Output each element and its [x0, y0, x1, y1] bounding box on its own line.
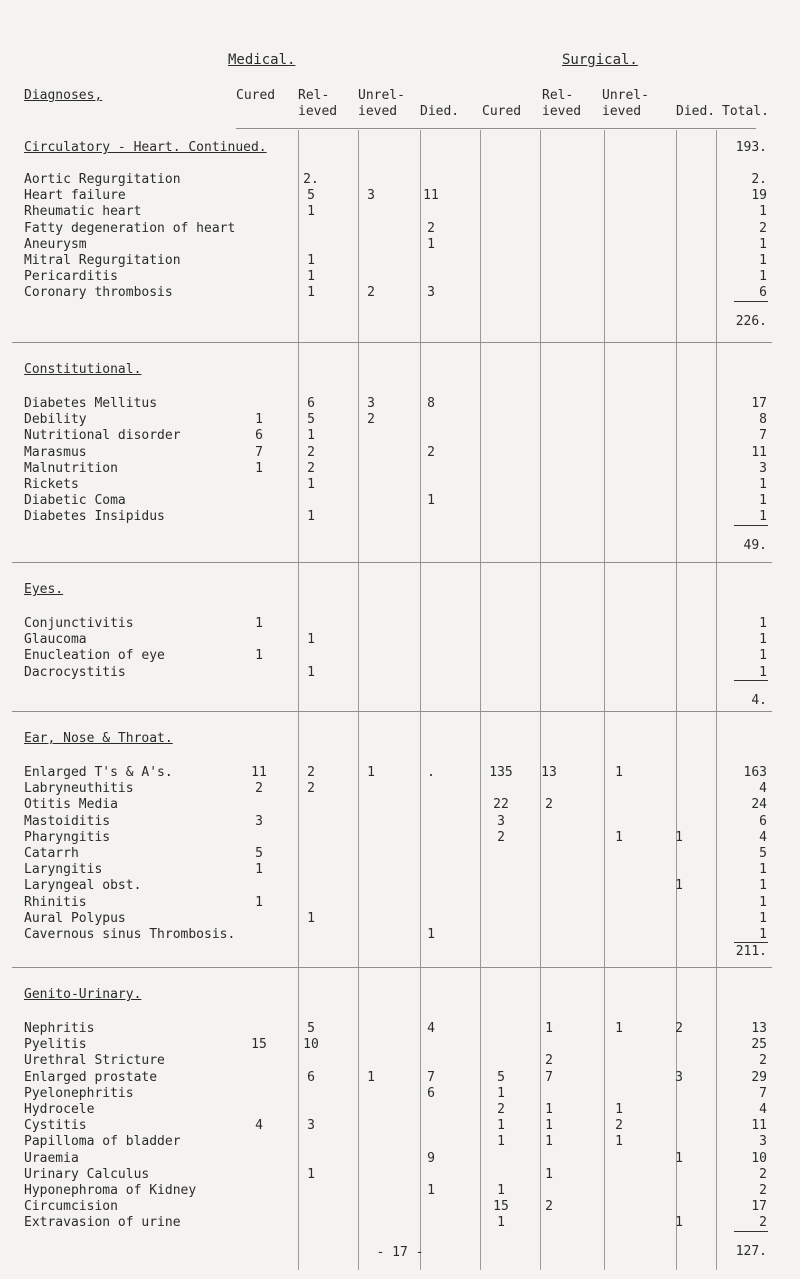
- diagnoses-header: Diagnoses,: [24, 88, 103, 103]
- cell-sr: 1: [545, 1021, 553, 1036]
- diagnosis-label: Urinary Calculus: [24, 1167, 150, 1182]
- cell-sr: 1: [545, 1167, 553, 1182]
- diagnosis-label: Rheumatic heart: [24, 204, 142, 219]
- diagnosis-label: Papilloma of bladder: [24, 1134, 181, 1149]
- cell-md: 9: [427, 1151, 435, 1166]
- cell-sc: 2: [497, 830, 505, 845]
- diagnosis-label: Heart failure: [24, 188, 126, 203]
- medical-died-header: Died.: [420, 104, 460, 119]
- cell-md: 8: [427, 396, 435, 411]
- column-line: [480, 130, 481, 1270]
- row-total: 7: [759, 1086, 767, 1101]
- diagnosis-label: Pharyngitis: [24, 830, 111, 845]
- diagnosis-label: Catarrh: [24, 846, 79, 861]
- cell-mr: 1: [307, 428, 315, 443]
- cell-mr: 2.: [303, 172, 319, 187]
- cell-mu: 2: [367, 285, 375, 300]
- cell-mc: 1: [255, 616, 263, 631]
- row-total: 1: [759, 204, 767, 219]
- row-total: 1: [759, 878, 767, 893]
- row-total: 1: [759, 253, 767, 268]
- cell-mc: 6: [255, 428, 263, 443]
- cell-mc: 1: [255, 862, 263, 877]
- medical-cured-header: Cured: [236, 88, 276, 103]
- diagnosis-label: Labryneuthitis: [24, 781, 134, 796]
- cell-mr: 5: [307, 1021, 315, 1036]
- cell-md: 2: [427, 445, 435, 460]
- row-total: 1: [759, 269, 767, 284]
- row-total: 11: [751, 445, 767, 460]
- cell-mr: 6: [307, 396, 315, 411]
- diagnosis-label: Nephritis: [24, 1021, 95, 1036]
- row-total: 3: [759, 1134, 767, 1149]
- surgical-relieved-header-2: ieved: [542, 104, 582, 119]
- row-total: 7: [759, 428, 767, 443]
- section-title: Constitutional.: [24, 362, 142, 377]
- cell-md: 1: [427, 927, 435, 942]
- surgical-cured-header: Cured: [482, 104, 522, 119]
- column-line: [298, 130, 299, 1270]
- cell-sd: 1: [675, 1151, 683, 1166]
- diagnosis-label: Nutritional disorder: [24, 428, 181, 443]
- row-total: 1: [759, 665, 767, 680]
- cell-md: 3: [427, 285, 435, 300]
- sum-underline: [734, 680, 768, 681]
- cell-sc: 1: [497, 1215, 505, 1230]
- medical-group-heading: Medical.: [228, 52, 296, 68]
- cell-sd: 3: [675, 1070, 683, 1085]
- cell-sr: 2: [545, 797, 553, 812]
- cell-sc: 1: [497, 1183, 505, 1198]
- diagnosis-label: Aural Polypus: [24, 911, 126, 926]
- cell-su: 1: [615, 765, 623, 780]
- cell-mr: 1: [307, 253, 315, 268]
- cell-su: 1: [615, 830, 623, 845]
- row-total: 1: [759, 477, 767, 492]
- row-total: 25: [751, 1037, 767, 1052]
- cell-mc: 1: [255, 412, 263, 427]
- cell-sr: 2: [545, 1199, 553, 1214]
- diagnosis-label: Conjunctivitis: [24, 616, 134, 631]
- cell-mc: 3: [255, 814, 263, 829]
- cell-mu: 1: [367, 765, 375, 780]
- cell-mr: 2: [307, 781, 315, 796]
- row-total: 6: [759, 285, 767, 300]
- surgical-relieved-header-1: Rel-: [542, 88, 574, 103]
- diagnosis-label: Diabetic Coma: [24, 493, 126, 508]
- row-total: 2.: [751, 172, 767, 187]
- cell-sr: 1: [545, 1118, 553, 1133]
- diagnosis-label: Malnutrition: [24, 461, 118, 476]
- cell-mr: 10: [303, 1037, 319, 1052]
- medical-relieved-header-2: ieved: [298, 104, 338, 119]
- cell-sd: 1: [675, 830, 683, 845]
- cell-sr: 13: [541, 765, 557, 780]
- diagnosis-label: Rhinitis: [24, 895, 87, 910]
- cell-sc: 2: [497, 1102, 505, 1117]
- section-subtotal: 127.: [735, 1244, 767, 1259]
- row-total: 17: [751, 1199, 767, 1214]
- diagnosis-label: Debility: [24, 412, 87, 427]
- diagnosis-label: Enlarged T's & A's.: [24, 765, 173, 780]
- column-line: [358, 130, 359, 1270]
- diagnosis-label: Aneurysm: [24, 237, 87, 252]
- surgical-unrelieved-header-2: ieved: [602, 104, 642, 119]
- medical-relieved-header-1: Rel-: [298, 88, 330, 103]
- cell-md: .: [427, 765, 435, 780]
- diagnosis-label: Laryngitis: [24, 862, 103, 877]
- diagnosis-label: Uraemia: [24, 1151, 79, 1166]
- cell-mr: 1: [307, 204, 315, 219]
- cell-md: 4: [427, 1021, 435, 1036]
- cell-su: 1: [615, 1102, 623, 1117]
- medical-unrelieved-header-1: Unrel-: [358, 88, 405, 103]
- cell-mc: 2: [255, 781, 263, 796]
- column-line: [676, 130, 677, 1270]
- section-subtotal: 211.: [735, 944, 767, 959]
- row-total: 1: [759, 616, 767, 631]
- cell-sd: 2: [675, 1021, 683, 1036]
- diagnosis-label: Cystitis: [24, 1118, 87, 1133]
- cell-mr: 1: [307, 911, 315, 926]
- cell-mr: 2: [307, 765, 315, 780]
- cell-sd: 1: [675, 878, 683, 893]
- row-total: 13: [751, 1021, 767, 1036]
- diagnosis-label: Diabetes Mellitus: [24, 396, 158, 411]
- cell-mu: 1: [367, 1070, 375, 1085]
- surgical-unrelieved-header-1: Unrel-: [602, 88, 649, 103]
- row-total: 6: [759, 814, 767, 829]
- cell-mr: 5: [307, 412, 315, 427]
- row-total: 1: [759, 493, 767, 508]
- cell-md: 1: [427, 493, 435, 508]
- row-total: 3: [759, 461, 767, 476]
- diagnosis-label: Enucleation of eye: [24, 648, 165, 663]
- cell-sr: 2: [545, 1053, 553, 1068]
- cell-mr: 1: [307, 509, 315, 524]
- row-total: 2: [759, 1215, 767, 1230]
- row-total: 10: [751, 1151, 767, 1166]
- section-subtotal: 226.: [735, 314, 767, 329]
- row-total: 1: [759, 648, 767, 663]
- cell-md: 1: [427, 237, 435, 252]
- section-title: Circulatory - Heart. Continued.: [24, 140, 267, 155]
- cell-su: 1: [615, 1134, 623, 1149]
- cell-mc: 1: [255, 648, 263, 663]
- cell-mr: 1: [307, 269, 315, 284]
- diagnosis-label: Diabetes Insipidus: [24, 509, 165, 524]
- surgical-died-header: Died.: [676, 104, 716, 119]
- diagnosis-label: Cavernous sinus Thrombosis.: [24, 927, 236, 942]
- cell-md: 7: [427, 1070, 435, 1085]
- cell-mr: 2: [307, 461, 315, 476]
- cell-mc: 7: [255, 445, 263, 460]
- section-title: Ear, Nose & Throat.: [24, 731, 173, 746]
- cell-mr: 1: [307, 285, 315, 300]
- cell-mr: 1: [307, 1167, 315, 1182]
- total-header: Total.: [722, 104, 769, 119]
- cell-sc: 22: [493, 797, 509, 812]
- diagnosis-label: Coronary thrombosis: [24, 285, 173, 300]
- row-total: 1: [759, 632, 767, 647]
- sum-underline: [734, 1231, 768, 1232]
- cell-sr: 1: [545, 1134, 553, 1149]
- page-number: - 17 -: [376, 1245, 424, 1260]
- diagnosis-label: Aortic Regurgitation: [24, 172, 181, 187]
- cell-sc: 15: [493, 1199, 509, 1214]
- cell-su: 2: [615, 1118, 623, 1133]
- row-total: 2: [759, 1053, 767, 1068]
- diagnosis-label: Hydrocele: [24, 1102, 95, 1117]
- cell-mu: 2: [367, 412, 375, 427]
- sum-underline: [734, 525, 768, 526]
- diagnosis-label: Urethral Stricture: [24, 1053, 165, 1068]
- cell-mu: 3: [367, 396, 375, 411]
- cell-sr: 1: [545, 1102, 553, 1117]
- row-total: 1: [759, 911, 767, 926]
- cell-mc: 5: [255, 846, 263, 861]
- cell-mr: 2: [307, 445, 315, 460]
- cell-sc: 3: [497, 814, 505, 829]
- diagnosis-label: Enlarged prostate: [24, 1070, 158, 1085]
- cell-md: 1: [427, 1183, 435, 1198]
- section-subtotal: 4.: [751, 693, 767, 708]
- carried-total: 193.: [735, 140, 767, 155]
- header-rule: [236, 128, 756, 129]
- cell-sr: 7: [545, 1070, 553, 1085]
- row-total: 29: [751, 1070, 767, 1085]
- row-total: 2: [759, 221, 767, 236]
- section-divider: [12, 967, 772, 968]
- section-subtotal: 49.: [743, 538, 767, 553]
- cell-mc: 1: [255, 895, 263, 910]
- row-total: 2: [759, 1183, 767, 1198]
- diagnosis-label: Mitral Regurgitation: [24, 253, 181, 268]
- cell-mc: 1: [255, 461, 263, 476]
- diagnosis-label: Mastoiditis: [24, 814, 111, 829]
- sum-underline: [734, 301, 768, 302]
- cell-sc: 1: [497, 1118, 505, 1133]
- diagnosis-label: Glaucoma: [24, 632, 87, 647]
- row-total: 24: [751, 797, 767, 812]
- row-total: 1: [759, 237, 767, 252]
- diagnosis-label: Pyelonephritis: [24, 1086, 134, 1101]
- medical-unrelieved-header-2: ieved: [358, 104, 398, 119]
- row-total: 1: [759, 862, 767, 877]
- cell-mr: 1: [307, 665, 315, 680]
- section-title: Eyes.: [24, 582, 64, 597]
- cell-md: 11: [423, 188, 439, 203]
- diagnosis-label: Fatty degeneration of heart: [24, 221, 236, 236]
- diagnosis-label: Rickets: [24, 477, 79, 492]
- diagnosis-label: Extravasion of urine: [24, 1215, 181, 1230]
- diagnosis-label: Dacrocystitis: [24, 665, 126, 680]
- section-divider: [12, 342, 772, 343]
- surgical-group-heading: Surgical.: [562, 52, 638, 68]
- row-total: 4: [759, 830, 767, 845]
- row-total: 11: [751, 1118, 767, 1133]
- row-total: 1: [759, 895, 767, 910]
- section-divider: [12, 562, 772, 563]
- cell-mu: 3: [367, 188, 375, 203]
- diagnosis-label: Marasmus: [24, 445, 87, 460]
- diagnosis-label: Laryngeal obst.: [24, 878, 142, 893]
- cell-md: 6: [427, 1086, 435, 1101]
- diagnosis-label: Otitis Media: [24, 797, 118, 812]
- diagnosis-label: Pericarditis: [24, 269, 118, 284]
- row-total: 8: [759, 412, 767, 427]
- row-total: 5: [759, 846, 767, 861]
- cell-sc: 1: [497, 1134, 505, 1149]
- section-title: Genito-Urinary.: [24, 987, 142, 1002]
- cell-mc: 4: [255, 1118, 263, 1133]
- section-divider: [12, 711, 772, 712]
- row-total: 4: [759, 1102, 767, 1117]
- cell-mr: 3: [307, 1118, 315, 1133]
- cell-mr: 5: [307, 188, 315, 203]
- column-line: [540, 130, 541, 1270]
- row-total: 1: [759, 927, 767, 942]
- cell-sc: 5: [497, 1070, 505, 1085]
- diagnosis-label: Hyponephroma of Kidney: [24, 1183, 197, 1198]
- cell-sc: 135: [489, 765, 513, 780]
- cell-mr: 6: [307, 1070, 315, 1085]
- diagnosis-label: Pyelitis: [24, 1037, 87, 1052]
- cell-sd: 1: [675, 1215, 683, 1230]
- column-line: [604, 130, 605, 1270]
- sum-underline: [734, 942, 768, 943]
- cell-mc: 11: [251, 765, 267, 780]
- cell-mc: 15: [251, 1037, 267, 1052]
- row-total: 2: [759, 1167, 767, 1182]
- row-total: 163: [743, 765, 767, 780]
- cell-su: 1: [615, 1021, 623, 1036]
- cell-md: 2: [427, 221, 435, 236]
- cell-mr: 1: [307, 477, 315, 492]
- row-total: 19: [751, 188, 767, 203]
- row-total: 1: [759, 509, 767, 524]
- row-total: 4: [759, 781, 767, 796]
- cell-sc: 1: [497, 1086, 505, 1101]
- row-total: 17: [751, 396, 767, 411]
- diagnosis-label: Circumcision: [24, 1199, 118, 1214]
- cell-mr: 1: [307, 632, 315, 647]
